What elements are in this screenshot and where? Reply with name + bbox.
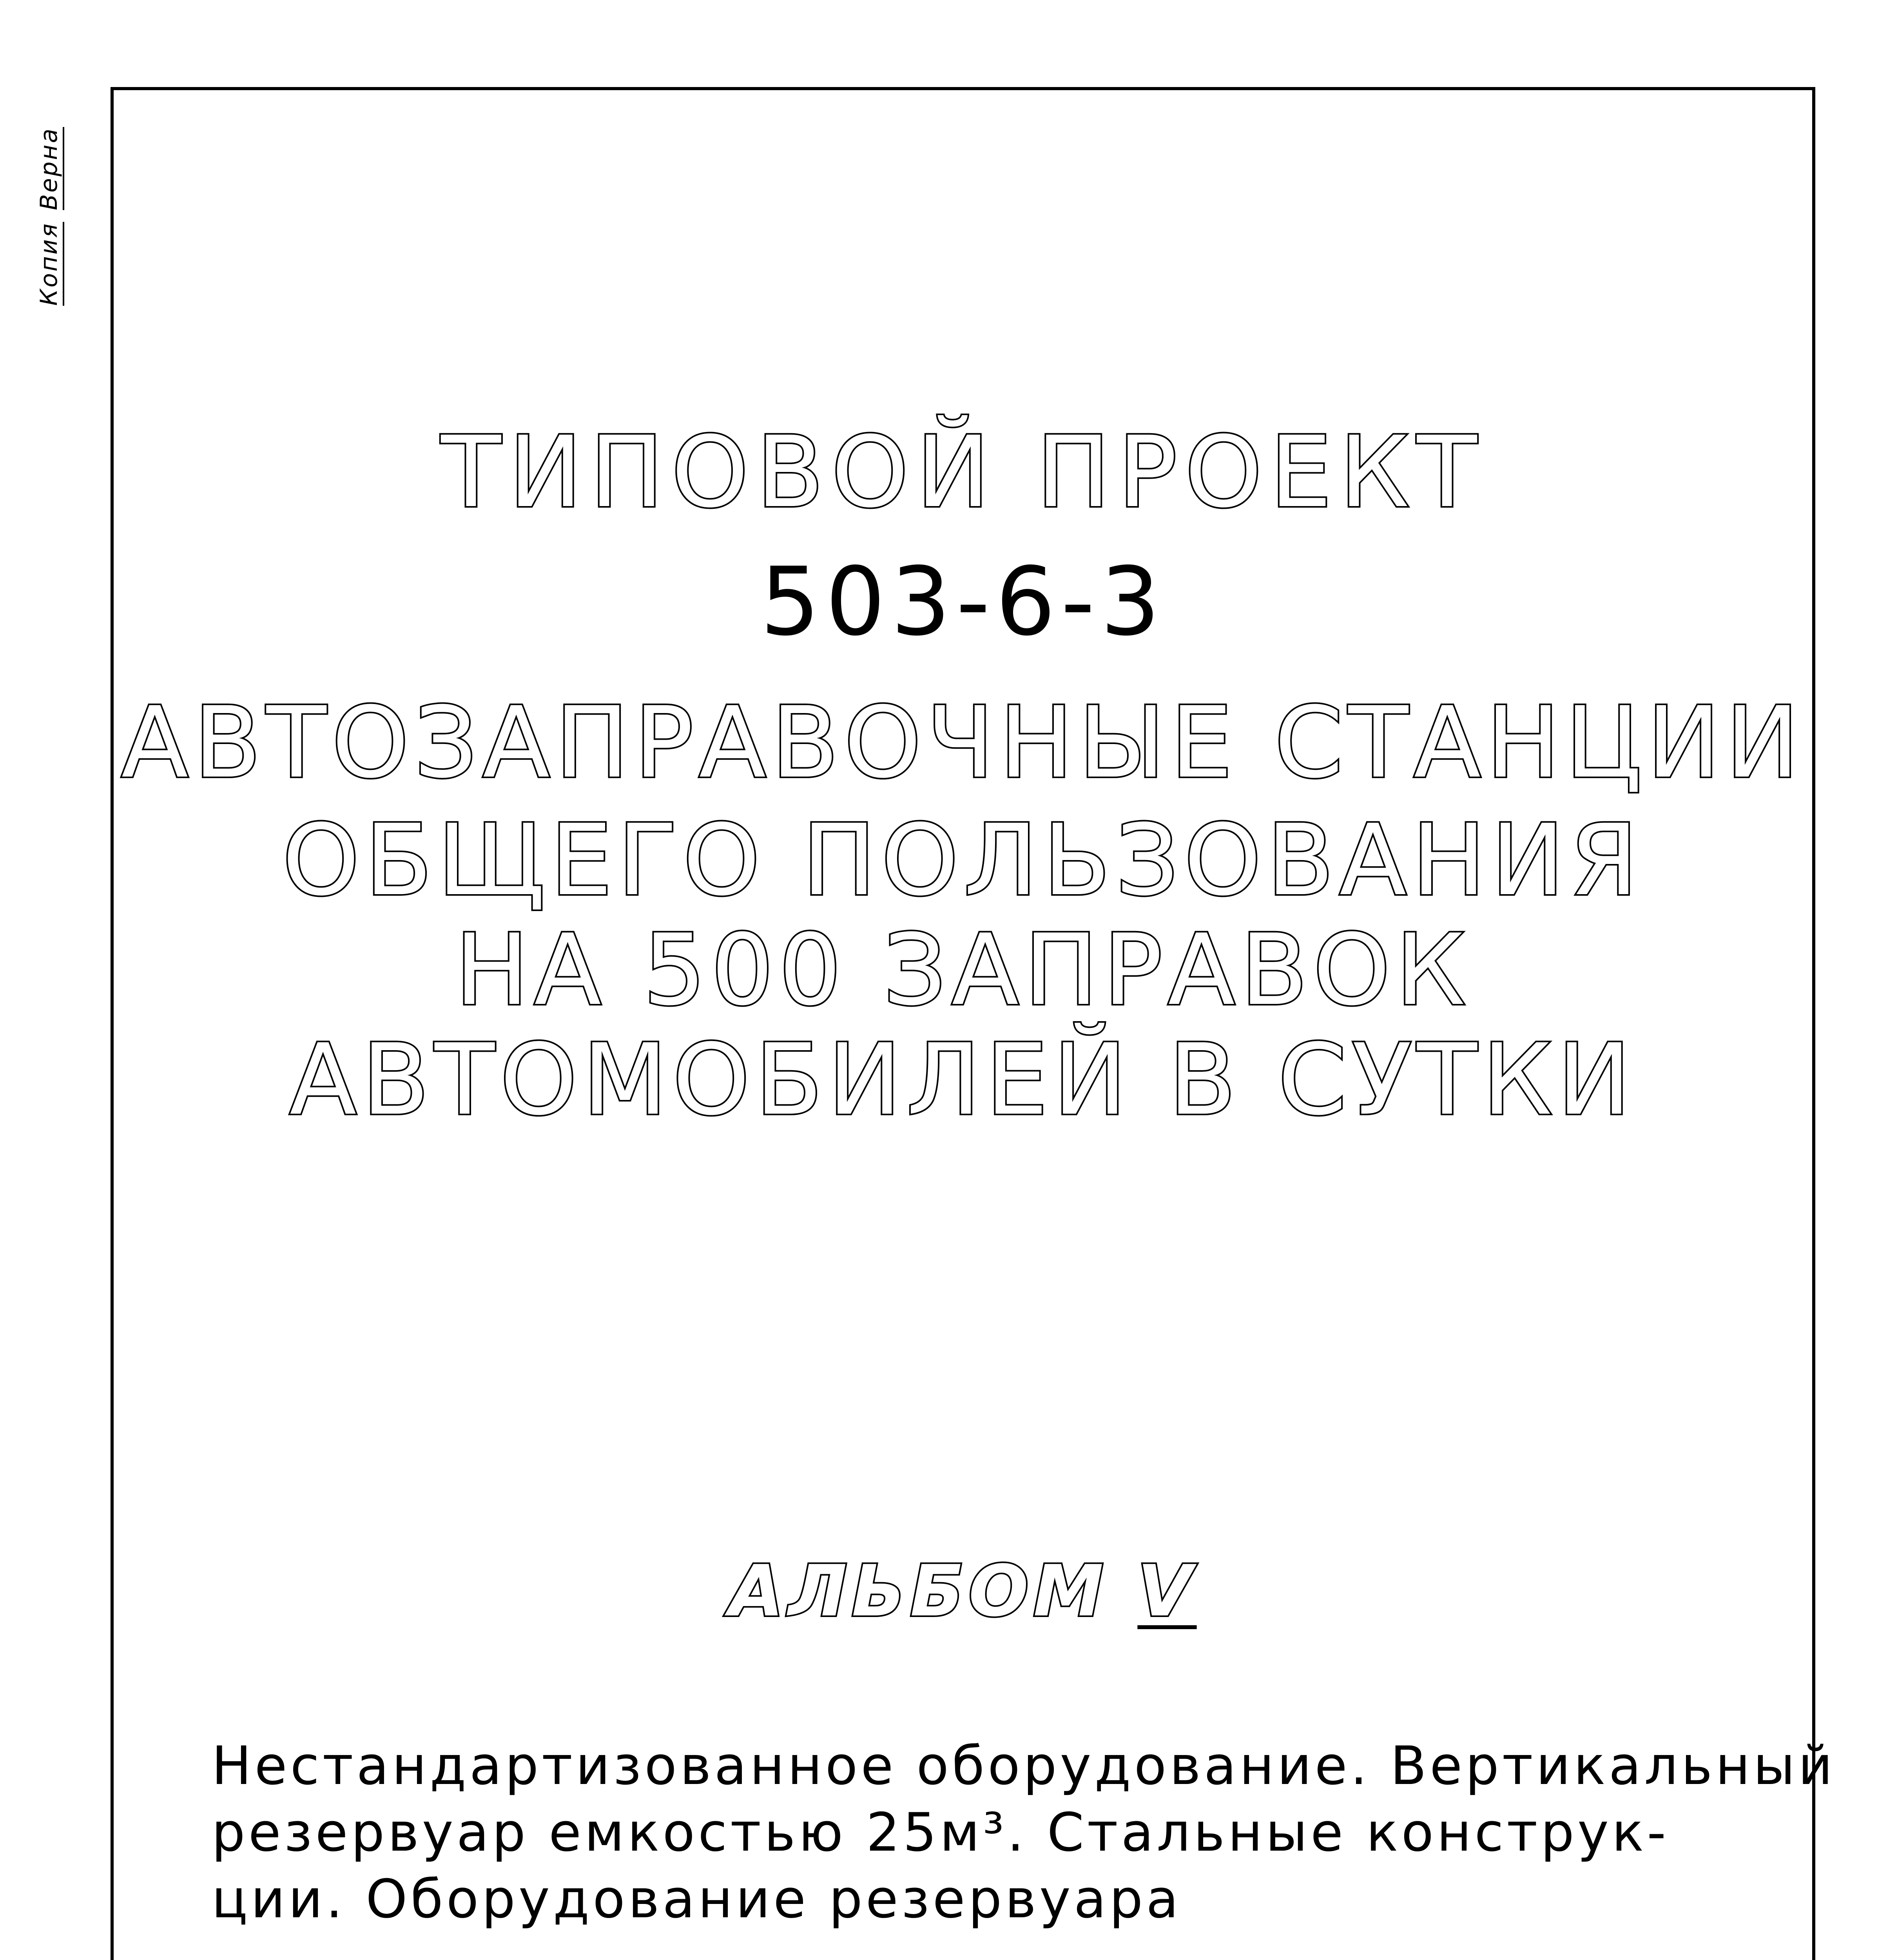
title-line-2: ОБЩЕГО ПОЛЬЗОВАНИЯ <box>282 803 1644 917</box>
project-number: 503-6-3 <box>760 547 1166 657</box>
album-number: V <box>1137 1550 1197 1632</box>
margin-note-left: Копия <box>35 222 64 306</box>
title-line-1: АВТОЗАПРАВОЧНЫЕ СТАНЦИИ <box>121 686 1805 800</box>
description-line-1: Нестандартизованное оборудование. Вертикальный <box>212 1735 1836 1797</box>
album-heading <box>111 1550 1815 1632</box>
description-line-2: резервуар емкостью 25м³. Стальные конструк- <box>212 1802 1670 1863</box>
album-description <box>212 1733 1836 1933</box>
album-label: АЛЬБОМ <box>729 1550 1108 1632</box>
margin-note <box>35 115 64 306</box>
description-line-3: ции. Оборудование резервуара <box>212 1868 1182 1930</box>
title-line-3: НА 500 ЗАПРАВОК <box>455 913 1471 1027</box>
title-line-4: АВТОМОБИЛЕЙ В СУТКИ <box>289 1023 1637 1137</box>
project-label: ТИПОВОЙ ПРОЕКТ <box>441 415 1485 529</box>
margin-note-right: Верна <box>35 127 64 210</box>
